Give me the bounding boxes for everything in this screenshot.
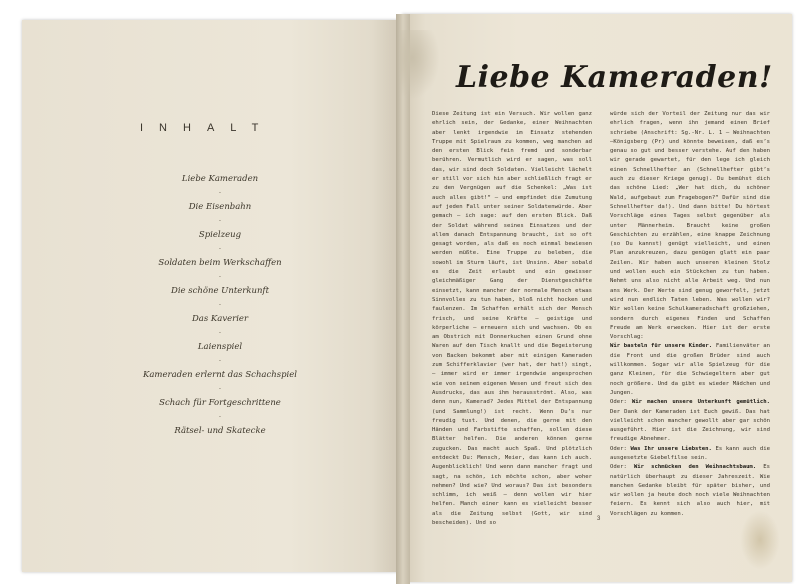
section-text: Es kann auch die ausgesetzte Giebelfilse sein. (610, 445, 771, 461)
toc-item: Die Eisenbahn (188, 202, 252, 212)
toc-separator: · (218, 413, 222, 421)
toc-separator: · (218, 385, 222, 393)
section-label: Was Ihr unsere Liebsten. (630, 445, 712, 452)
section-label: Wir machen unsere Unterkunft gemütlich. (631, 399, 770, 406)
paper-wear-mark (400, 30, 440, 100)
article-section (610, 342, 770, 398)
article-body-text: würde sich der Vorteil der Zeitung nur das wir ehrlich fragen, wenn ihn jemand einen Brief schriebe (Anschrift: Sg.-Nr. L. 1 — Weihnachten—Königsberg (Pr) und könnte beweisen, daß es’s genau so gut und besser verstehe. Auf den haben wir gerade gewartet, für den lege ich gleich einen Schnellhefter an (Schnellhefter gibt’s auch zu dieser Kriege genug). Du bemühst dich das schöne Lied: „Wer hat dich, du schöner Wald, aufgebaut zum Fragebogen?“ Dafür sind die Schnellhefter da!). Und dann bitte! Du hörtest Vorschläge eines Tages selbst gegenüber als unter Männerheim. Braucht keine großen Geschichten zu erzählen, eine knappe Zeichnung (so Du kannst) genügt vielleicht, und einen Plan anzukreuzen, dazu genügen glatt ein paar Zeilen. Wir haben auch unseren kleinen Stolz und wollen euch ein Stückchen zu tun haben. Nehmt uns also nicht alle Arbeit weg. Und nun ans Werk. Der Werte sind genug geworfelt, jetzt wird nun endlich Taten leben. Was wollen wir? Wir wollen keine Schulkameradschaft großziehen, sondern durch eigenes Finden und Schaffen Freude am Werk erwecken. Hier ist der erste Vorschlag: (610, 111, 770, 341)
toc-item: Laienspiel (197, 342, 243, 352)
article-headline: Liebe Kameraden! (456, 60, 773, 95)
toc-separator: · (218, 357, 222, 365)
section-label: Wir schmücken den Weihnachtsbaum. (633, 464, 757, 471)
toc-item: Rätsel- und Skatecke (174, 426, 266, 436)
toc-separator: · (218, 329, 222, 337)
toc-item: Liebe Kameraden (181, 174, 259, 184)
toc-item: Kameraden erlernt das Schachspiel (143, 370, 297, 380)
article-column-right (610, 110, 770, 519)
toc-separator: · (218, 245, 222, 253)
article-body-text: Diese Zeitung ist ein Versuch. Wir wollen ganz ehrlich sein, der Gedanke, einer Weihnachten aber lenkt irgendwie im Einsatz stehenden Truppe mit Spielraum zu kommen, weg manchen ad den ersten Blick fein fremd und sonderbar berühren. Vermutlich wird er sagen, was soll das, wir sind doch Soldaten. Vielleicht lächelt er still vor sich hin aber schließlich fragt er zu den Vergnügen auf die Schenkel: „Was ist auch alles gibt!“ — und empfindet die Zumutung auf jeden Fall unter seiner Soldatenwürde. Aber gemach — ich sage: auf den ersten Blick. Daß der Soldat während seines Einsatzes und der allem danach Entspannung braucht, ist so oft gesagt worden, als daß es noch einmal bewiesen werden müßte. Eine Truppe zu beleben, die sowohl im Sturm läuft, ist Unsinn. Aber sobald es die Zeit erlaubt und ein gewisser gleichmäßiger Gang der Dienstgeschäfte einsetzt, kann mancher der normale Mensch etwas Sinnvolles zu tun haben, bloß nicht hocken und faulenzen. Im Schaffen erhält sich der Mensch frisch, und seine Kräfte — geistige und körperliche — erneuern sich und wachsen. Ob es am Obstrich mit Donnerkuchen einen Grund ohne Waren auf den Tisch knallt und die Begeisterung von Backen bekommt aber mit einigen Kameraden zum Schifferklavier (wer hat, der hat!) singt, — immer wird er immer irgendwie angesprochen wie von seinem eigenen Wesen und freut sich des Ausdrucks, das aus ihm herausströmt. Also, was denn nun, Kamerad? Jedes Mittel der Entspannung (und Sammlung!) ist recht. Wenn Du’s nur freudig tust. Und denen, die gerne mit den Händen und Farbstifte schaffen, sollen diese Blätter helfen. Die anderen können gerne zugucken. Das macht auch Spaß. Und plötzlich entdeckt Du: Mensch, Meier, das kann ich auch. Augenblicklich! Und wenn dann mancher fragt und sagt, na schön, ich möchte schon, aber woher nehmen? Und wie? Und woraus? Das ist besonders schlimm, ich weiß — denn wollen wir hier helfen. Manch einer kann es vielleicht besser als die Zeitung selbst (Gott, wir sind bescheiden). Und so (432, 111, 592, 527)
toc-separator: · (218, 301, 222, 309)
toc-item: Soldaten beim Werkschaffen (158, 258, 282, 268)
article-column-left (432, 110, 592, 528)
section-label: Wir basteln für unsere Kinder. (610, 343, 713, 350)
toc-heading: INHALT (140, 122, 275, 134)
section-text: Es natürlich überhaupt zu dieser Jahreszeit. Wie manchen Gedanke bleibt für später bisher, und wir wollen ja heute doch noch viele Weihnachten feiern. Es kennt sich also auch hier, mit Vorschlägen zu kommen. (610, 464, 770, 517)
section-text: Der Dank der Kameraden ist Euch gewiß. Das hat vielleicht schon mancher gewollt aber gar schön ausgeführt. Hier ist die Zeichnung, wir sind freudige Abnehmer. (610, 408, 770, 443)
toc-item: Das Kaverier (191, 314, 249, 324)
table-of-contents (120, 170, 320, 440)
toc-separator: · (218, 273, 222, 281)
section-prefix: Oder: (610, 464, 627, 471)
toc-item: Die schöne Unterkunft (171, 286, 269, 296)
article-section (610, 445, 770, 464)
page-number: 3 (597, 516, 601, 522)
toc-item: Schach für Fortgeschrittene (159, 398, 281, 408)
section-prefix: Oder: (610, 399, 627, 406)
toc-separator: · (218, 217, 222, 225)
section-text: Familienväter an die Front und die großen Brüder sind auch willkommen. Sogar wir alle Spielzeug für die ganz Kleinen, für die Schwiegeltern aber gut noch größere. Und da gibt es wieder Mädchen und Jungen. (610, 343, 770, 396)
toc-separator: · (218, 189, 222, 197)
article-section (610, 463, 770, 519)
section-prefix: Oder: (610, 445, 627, 452)
toc-item: Spielzeug (198, 230, 242, 240)
article-section (610, 398, 770, 444)
